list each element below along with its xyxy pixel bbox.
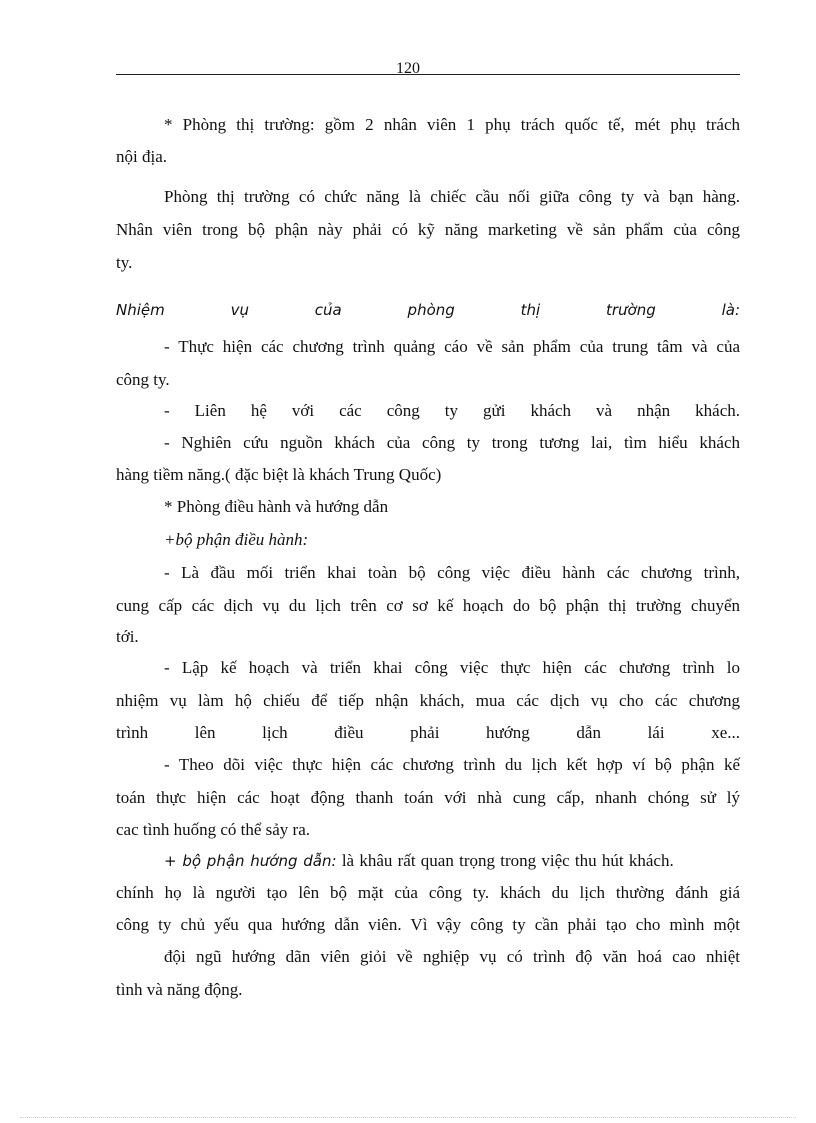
page-number: 120 bbox=[396, 60, 420, 77]
text-line: đội ngũ hướng dãn viên giỏi về nghiệp vụ có trình độ văn hoá cao nhiệt bbox=[164, 947, 740, 966]
subsection-heading: +bộ phận điều hành: bbox=[164, 530, 309, 549]
text-span: là khâu rất quan trọng trong việc thu hút khách. bbox=[336, 851, 674, 870]
text-line: tình và năng động. bbox=[116, 980, 243, 999]
text-line: cung cấp các dịch vụ du lịch trên cơ sơ kế hoạch do bộ phận thị trường chuyển bbox=[116, 596, 740, 615]
text-line: nội địa. bbox=[116, 147, 167, 166]
text-line: tới. bbox=[116, 627, 139, 646]
text-line: - Thực hiện các chương trình quảng cáo về sản phẩm của trung tâm và của bbox=[164, 337, 740, 356]
text-line: trình lên lịch điều phải hướng dẫn lái xe... bbox=[116, 723, 740, 742]
text-line: - Theo dõi việc thực hiện các chương trình du lịch kết hợp ví bộ phận kế bbox=[164, 755, 740, 774]
text-line: - Nghiên cứu nguồn khách của công ty trong tương lai, tìm hiểu khách bbox=[164, 433, 740, 452]
text-line: * Phòng điều hành và hướng dẫn bbox=[164, 497, 389, 516]
subsection-heading: + bộ phận hướng dẫn: bbox=[164, 852, 337, 870]
text-line: Nhân viên trong bộ phận này phải có kỹ năng marketing về sản phẩm của công bbox=[116, 220, 740, 239]
text-line: - Lập kế hoạch và triển khai công việc thực hiện các chương trình lo bbox=[164, 658, 740, 677]
text-line: Phòng thị trường có chức năng là chiếc cầu nối giữa công ty và bạn hàng. bbox=[164, 187, 740, 206]
text-line: - Là đầu mối triển khai toàn bộ công việc điều hành các chương trình, bbox=[164, 563, 740, 582]
text-line: ty. bbox=[116, 253, 133, 272]
text-line: công ty chủ yếu qua hướng dẫn viên. Vì vậy công ty cần phải tạo cho mình một bbox=[116, 915, 740, 934]
text-line: công ty. bbox=[116, 370, 170, 389]
text-line: * Phòng thị trường: gồm 2 nhân viên 1 phụ trách quốc tế, mét phụ trách bbox=[164, 115, 740, 134]
text-line: - Liên hệ với các công ty gửi khách và nhận khách. bbox=[164, 401, 740, 420]
text-line: hàng tiềm năng.( đặc biệt là khách Trung Quốc) bbox=[116, 465, 442, 484]
section-heading: Nhiệm vụ của phòng thị trường là: bbox=[116, 301, 740, 319]
text-line bbox=[164, 850, 740, 872]
text-line: nhiệm vụ làm hộ chiếu để tiếp nhận khách, mua các dịch vụ cho các chương bbox=[116, 691, 740, 710]
header-rule bbox=[116, 74, 740, 75]
text-line: chính họ là người tạo lên bộ mặt của công ty. khách du lịch thường đánh giá bbox=[116, 883, 740, 902]
bottom-rule bbox=[20, 1117, 796, 1118]
text-line: cac tình huống có thể sảy ra. bbox=[116, 820, 311, 839]
text-line: toán thực hiện các hoạt động thanh toán với nhà cung cấp, nhanh chóng sử lý bbox=[116, 788, 740, 807]
